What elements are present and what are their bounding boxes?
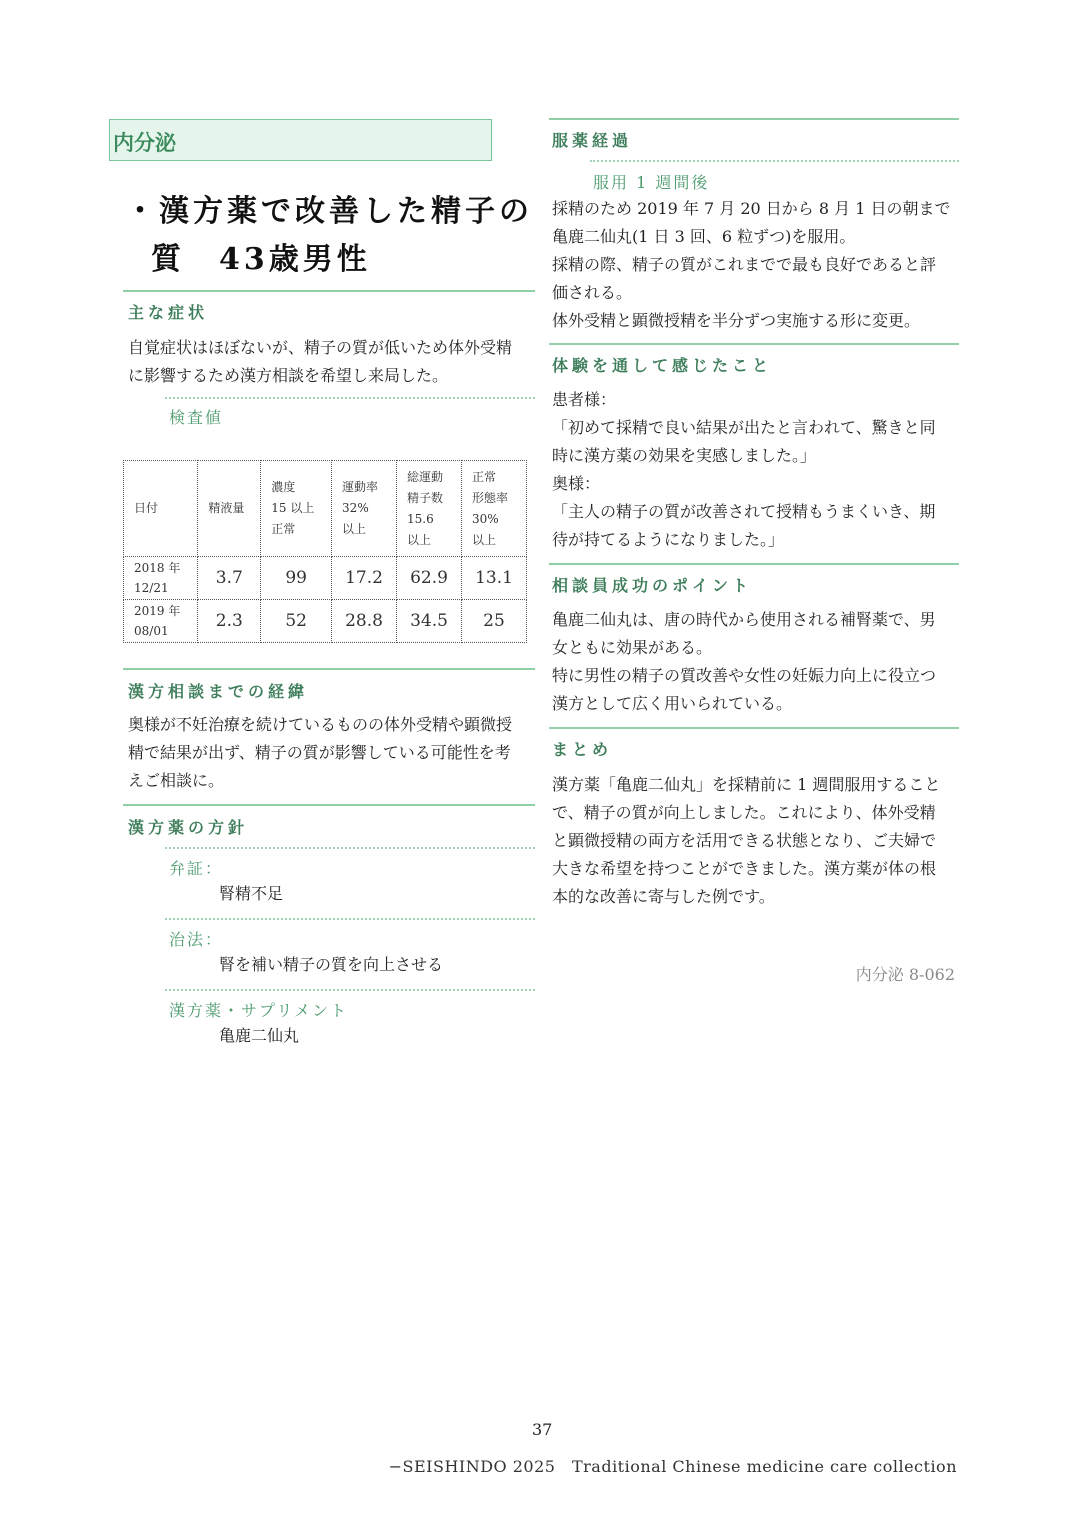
text-line: で、精子の質が向上しました。これにより、体外受精 <box>552 803 936 822</box>
col-header: 濃度 15 以上 正常 <box>261 461 332 557</box>
symptoms-heading: 主な症状 <box>128 303 209 322</box>
text-line: 精で結果が出ず、精子の質が影響している可能性を考 <box>128 743 511 762</box>
value-cell: 28.8 <box>332 600 397 643</box>
page-number: 37 <box>532 1420 553 1439</box>
table-row <box>124 600 527 643</box>
text-line: 待が持てるようになりました。」 <box>552 530 785 549</box>
value-cell: 3.7 <box>198 557 261 600</box>
text-line: 特に男性の精子の質改善や女性の妊娠力向上に役立つ <box>552 666 937 685</box>
section-rule <box>549 563 959 565</box>
points-heading: 相談員成功のポイント <box>552 576 753 595</box>
text-line: 本的な改善に寄与した例です。 <box>552 887 775 906</box>
text-line: 「主人の精子の質が改善されて授精もうまくいき、期 <box>552 502 936 521</box>
progress-subheading: 服用 1 週間後 <box>593 173 710 192</box>
value-cell: 25 <box>461 600 526 643</box>
experience-text <box>552 386 962 554</box>
progress-text <box>552 195 962 335</box>
case-reference: 内分泌 8-062 <box>855 965 955 984</box>
text-line: 奥様： <box>552 474 601 493</box>
text-line: 自覚症状はほぼないが、精子の質が低いため体外受精 <box>128 338 513 357</box>
col-header: 日付 <box>124 461 198 557</box>
policy-heading: 漢方薬の方針 <box>128 818 249 837</box>
dotted-rule <box>590 160 959 162</box>
history-heading: 漢方相談までの経緯 <box>128 682 309 701</box>
dotted-rule <box>165 397 535 399</box>
footer-text: −SEISHINDO 2025 Traditional Chinese medicine care collection <box>388 1457 957 1476</box>
lab-heading: 検査値 <box>169 408 224 427</box>
text-line: 女ともに効果がある。 <box>552 638 713 657</box>
col-header: 総運動 精子数 15.6 以上 <box>397 461 462 557</box>
text-line: に影響するため漢方相談を希望し来局した。 <box>128 366 449 385</box>
value-cell: 52 <box>261 600 332 643</box>
text-line: 大きな希望を持つことができました。漢方薬が体の根 <box>552 859 937 878</box>
value-cell: 2.3 <box>198 600 261 643</box>
section-rule <box>123 804 535 806</box>
policy-label: 弁証： <box>169 859 224 878</box>
progress-heading: 服薬経過 <box>552 131 633 150</box>
policy-value: 腎を補い精子の質を向上させる <box>219 955 444 974</box>
title-line-2: 質 43歳男性 <box>151 242 371 277</box>
text-line: 「初めて採精で良い結果が出たと言われて、驚きと同 <box>552 418 936 437</box>
dotted-rule <box>165 918 535 920</box>
experience-heading: 体験を通して感じたこと <box>552 356 773 375</box>
policy-value: 亀鹿二仙丸 <box>219 1026 300 1045</box>
col-header: 精液量 <box>198 461 261 557</box>
text-line: と顕微授精の両方を活用できる状態となり、ご夫婦で <box>552 831 937 850</box>
text-line: 患者様： <box>552 390 617 409</box>
table-row <box>124 557 527 600</box>
text-line: 採精の際、精子の質がこれまでで最も良好であると評 <box>552 255 937 274</box>
text-line: えご相談に。 <box>128 771 225 790</box>
dotted-rule <box>165 847 535 849</box>
lab-table <box>123 460 527 643</box>
section-rule <box>123 668 535 670</box>
policy-label: 漢方薬・サプリメント <box>169 1001 349 1020</box>
value-cell: 17.2 <box>332 557 397 600</box>
text-line: 奥様が不妊治療を続けているものの体外受精や顕微授 <box>128 715 513 734</box>
value-cell: 13.1 <box>461 557 526 600</box>
policy-value: 腎精不足 <box>219 884 284 903</box>
category-box <box>109 119 492 161</box>
text-line: 亀鹿二仙丸(1 日 3 回、6 粒ずつ)を服用。 <box>552 227 856 246</box>
page-title <box>125 188 533 284</box>
value-cell: 34.5 <box>397 600 462 643</box>
date-cell: 2018 年 12/21 <box>124 557 198 600</box>
history-text <box>128 711 538 795</box>
section-rule <box>549 727 959 729</box>
table-header-row <box>124 461 527 557</box>
section-rule <box>549 343 959 345</box>
dotted-rule <box>165 989 535 991</box>
summary-text <box>552 771 962 911</box>
col-header: 運動率 32% 以上 <box>332 461 397 557</box>
date-cell: 2019 年 08/01 <box>124 600 198 643</box>
policy-label: 治法： <box>169 930 224 949</box>
value-cell: 99 <box>261 557 332 600</box>
symptoms-text <box>128 334 538 390</box>
text-line: 体外受精と顕微授精を半分ずつ実施する形に変更。 <box>552 311 921 330</box>
section-rule <box>123 290 535 292</box>
value-cell: 62.9 <box>397 557 462 600</box>
text-line: 価される。 <box>552 283 633 302</box>
col-header: 正常 形態率 30% 以上 <box>461 461 526 557</box>
points-text <box>552 606 962 718</box>
text-line: 亀鹿二仙丸は、唐の時代から使用される補腎薬で、男 <box>552 610 936 629</box>
text-line: 漢方として広く用いられている。 <box>552 694 793 713</box>
text-line: 採精のため 2019 年 7 月 20 日から 8 月 1 日の朝まで <box>552 199 951 218</box>
title-line-1: ・漢方薬で改善した精子の <box>125 194 533 229</box>
text-line: 時に漢方薬の効果を実感しました。」 <box>552 446 817 465</box>
summary-heading: まとめ <box>552 740 613 759</box>
category-label: 内分泌 <box>113 131 176 155</box>
section-rule <box>549 118 959 120</box>
text-line: 漢方薬「亀鹿二仙丸」を採精前に 1 週間服用すること <box>552 775 941 794</box>
